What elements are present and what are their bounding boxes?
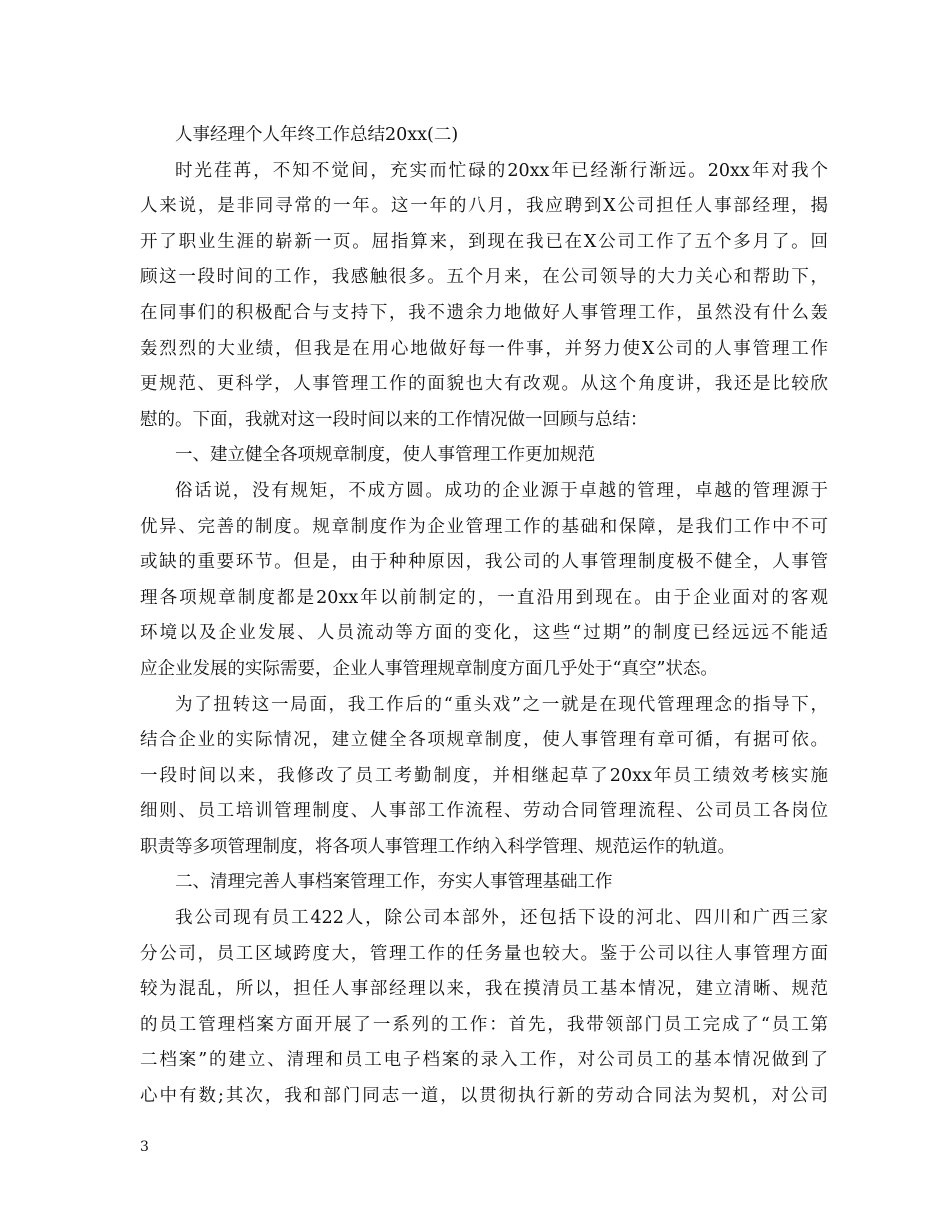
paragraph-line: 职责等多项管理制度，将各项人事管理工作纳入科学管理、规范运作的轨道。 [140, 836, 735, 857]
paragraph-line: 结合企业的实际情况，建立健全各项规章制度，使人事管理有章可循，有据可依。 [140, 730, 828, 751]
paragraph-line: 较为混乱，所以，担任人事部经理以来，我在摸清员工基本情况，建立清晰、规范 [140, 979, 828, 1000]
paragraph-line: 理各项规章制度都是20xx年以前制定的，一直沿用到现在。由于企业面对的客观 [140, 587, 828, 608]
paragraph-line: 或缺的重要环节。但是，由于种种原因，我公司的人事管理制度极不健全，人事管 [140, 552, 828, 573]
section-heading: 二、清理完善人事档案管理工作，夯实人事管理基础工作 [175, 872, 613, 893]
paragraph-line: 为了扭转这一局面，我工作后的“重头戏”之一就是在现代管理理念的指导下， [175, 694, 828, 715]
page-number: 3 [140, 1139, 149, 1155]
paragraph-line: 俗话说，没有规矩，不成方圆。成功的企业源于卓越的管理，卓越的管理源于 [175, 480, 828, 501]
paragraph-line: 慰的。下面，我就对这一段时间以来的工作情况做一回顾与总结： [140, 409, 648, 430]
paragraph-line: 在同事们的积极配合与支持下，我不遗余力地做好人事管理工作，虽然没有什么轰 [140, 302, 828, 323]
paragraph-line: 二档案”的建立、清理和员工电子档案的录入工作，对公司员工的基本情况做到了 [140, 1050, 828, 1071]
paragraph-line: 分公司，员工区域跨度大，管理工作的任务量也较大。鉴于公司以往人事管理方面 [140, 943, 828, 964]
paragraph-line: 时光荏苒，不知不觉间，充实而忙碌的20xx年已经渐行渐远。20xx年对我个 [175, 160, 828, 181]
paragraph-line: 细则、员工培训管理制度、人事部工作流程、劳动合同管理流程、公司员工各岗位 [140, 801, 828, 822]
paragraph-line: 轰烈烈的大业绩，但我是在用心地做好每一件事，并努力使X公司的人事管理工作 [140, 338, 828, 359]
paragraph-line: 我公司现有员工422人，除公司本部外，还包括下设的河北、四川和广西三家 [175, 908, 828, 929]
paragraph-line: 一段时间以来，我修改了员工考勤制度，并相继起草了20xx年员工绩效考核实施 [140, 765, 828, 786]
paragraph-line: 优异、完善的制度。规章制度作为企业管理工作的基础和保障，是我们工作中不可 [140, 516, 828, 537]
paragraph-line: 开了职业生涯的崭新一页。屈指算来，到现在我已在X公司工作了五个多月了。回 [140, 231, 828, 252]
paragraph-line: 顾这一段时间的工作，我感触很多。五个月来，在公司领导的大力关心和帮助下， [140, 267, 828, 288]
paragraph-line: 更规范、更科学，人事管理工作的面貌也大有改观。从这个角度讲，我还是比较欣 [140, 374, 828, 395]
section-heading: 一、建立健全各项规章制度，使人事管理工作更加规范 [175, 445, 595, 466]
paragraph-line: 人来说，是非同寻常的一年。这一年的八月，我应聘到X公司担任人事部经理，揭 [140, 196, 828, 217]
paragraph-line: 应企业发展的实际需要，企业人事管理规章制度方面几乎处于“真空”状态。 [140, 658, 718, 679]
paragraph-line: 的员工管理档案方面开展了一系列的工作：首先，我带领部门员工完成了“员工第 [140, 1014, 828, 1035]
document-body [140, 118, 828, 1115]
paragraph-line: 心中有数;其次，我和部门同志一道，以贯彻执行新的劳动合同法为契机，对公司 [140, 1086, 828, 1107]
paragraph-line: 环境以及企业发展、人员流动等方面的变化，这些“过期”的制度已经远远不能适 [140, 623, 828, 644]
document-title: 人事经理个人年终工作总结20xx(二) [175, 125, 459, 145]
